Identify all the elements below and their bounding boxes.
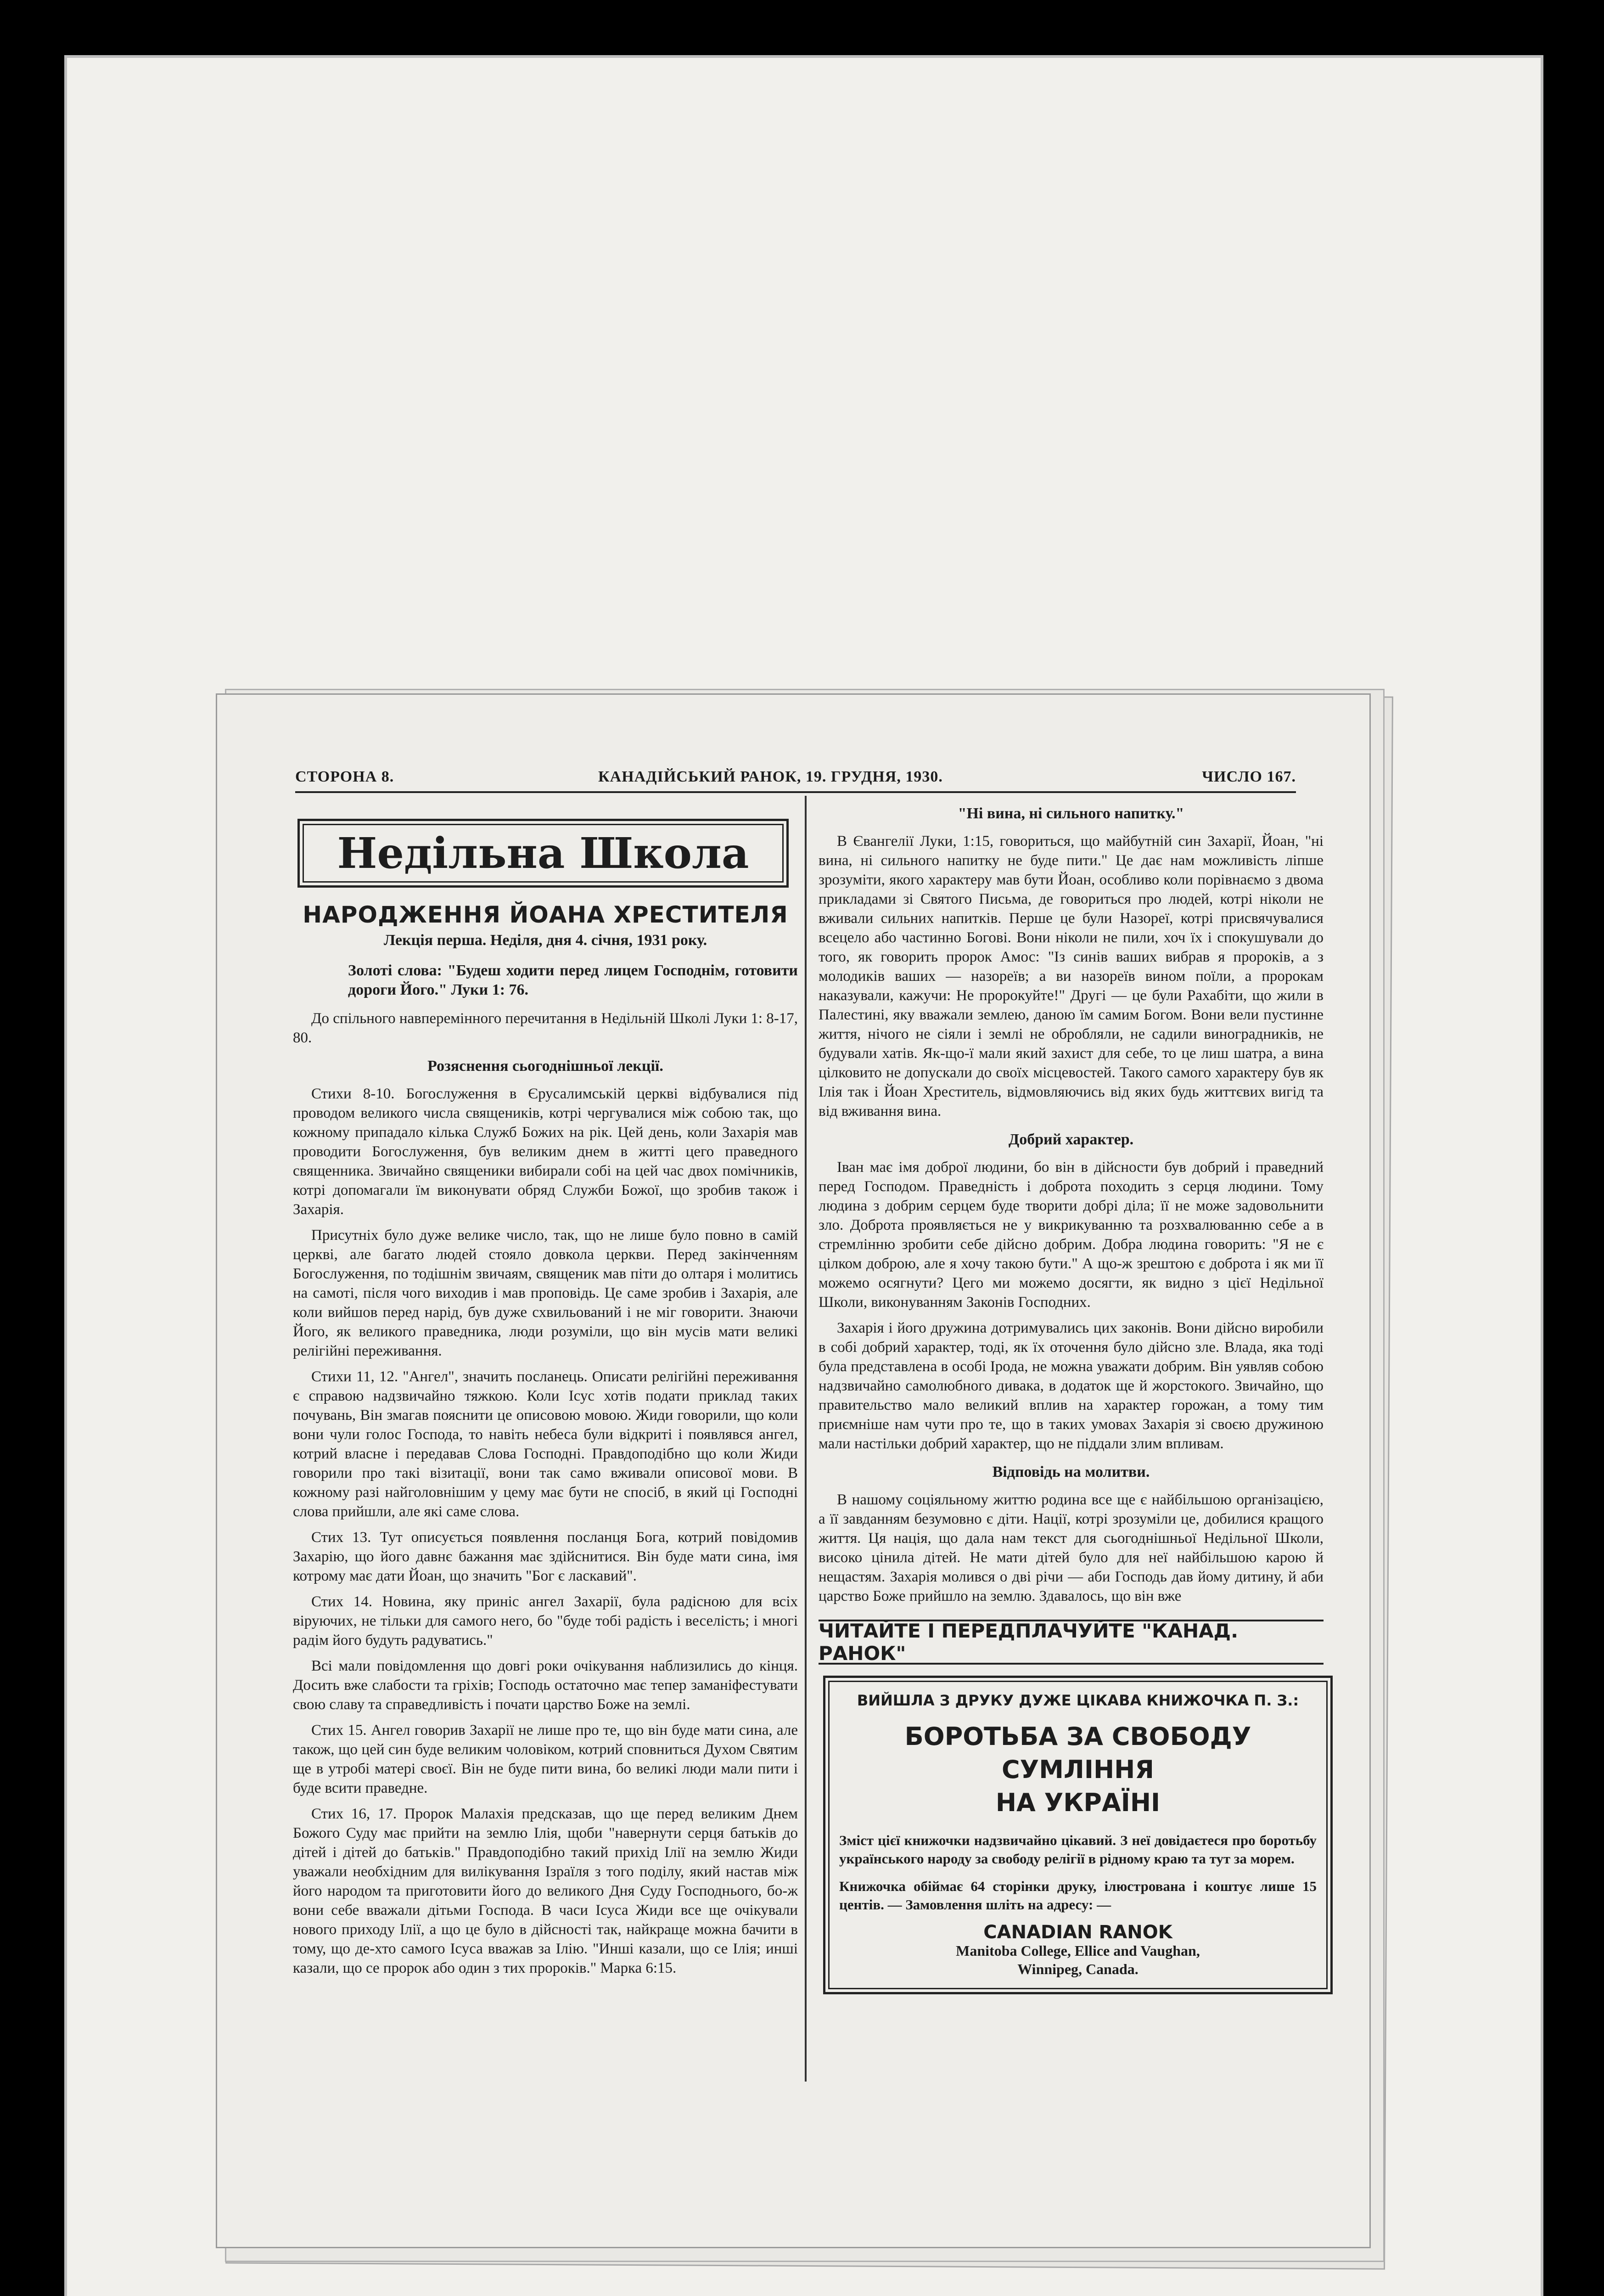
paragraph: Стих 13. Тут описується появлення посланця Бога, котрий повідомив Захарію, що його давнє бажання має здійснитися. Він буде мати сина, імя котрому має дати Йоан, що значить "Бог є ласкавий". xyxy=(293,1529,798,1584)
reading-note: До спільного навперемінного перечитання в Недільній Школі Луки 1: 8-17, 80. xyxy=(293,1010,798,1046)
left-column xyxy=(293,805,798,1984)
subscribe-slogan: ЧИТАЙТЕ І ПЕРЕДПЛАЧУЙТЕ "КАНАД. РАНОК" xyxy=(819,1620,1324,1665)
paragraph: Стих 16, 17. Пророк Малахія предсказав, що ще перед великим Днем Божого Суду має прийти на землю Ілія, щоби "навернути серця батьків до дітей і дітей до батьків." Правдоподібно такий прихід Ілії на землю Жиди уважали необхідним для вилікування Ізраїля з того подiлу, який настав між його народом та приготовити його до великого Дня Суду Господнього, бо-ж вони себе вважали дітьми Господа. В часи Ісуса Жиди все ще очікували нового приходу Ілії, а що це було в дійсності так, найкраще можна бачити в тому, що де-хто самого Ісуса вважав за Ілію. "Инші казали, що се Ілія; инші казали, що се пророк або один з тих пророків." Марка 6:15. xyxy=(293,1806,798,1976)
paragraph: Стих 14. Новина, яку приніс ангел Захарії, була радісною для всіх віруючих, не тільки для самого него, бо "буде тобі радість і веселість; і многі радім його будуть радуватись." xyxy=(293,1593,798,1649)
paragraph: Стихи 8-10. Богослуження в Єрусалимській церкві відбувалися під проводом великого числа священиків, котрі чергувалися між собою так, що кожному припадало кілька Служб Божих на рік. Цей день, коли Захарія мав проводити Богослуження, був великим днем в житті цего праведного священника. Звичайно священики вибирали собі на цей час двох помічників, котрі допомагали їм виконувати обряд Служби Божої, що зробив також і Захарія. xyxy=(293,1086,798,1218)
paragraph: В нашому соціяльному життю родина все ще є найбільшою організацією, а її завданням безумовно є діти. Нації, котрі зрозуміли це, добилися кращого життя. Ця нація, що дала нам текст для сьогоднішньої Недільної Школи, високо цінила дітей. Не мати дітей було для неї найбільшою карою й нещастям. Захарія молився о дві річи — аби Господь дав йому дитину, й аби царство Боже прийшло на землю. Здавалось, що він вже xyxy=(819,1491,1324,1604)
book-advertisement xyxy=(823,1676,1333,1994)
right-column xyxy=(819,805,1324,1994)
paragraph: Захарія і його дружина дотримувались цих законів. Вони дійсно виробили в собі добрий характер, тоді, як їх оточення було дійсно зле. Влада, яка тоді була представлена в особі Ірода, не можна уважати добрим. Він уявляв собою надзвичайно самолюбного дивака, в додаток ще й жорстокого. Звичайно, що правительство мало великий вплив на характер горожан, а тому тим приємніше нам чути про те, що в таких умовах Захарія зі своєю дружиною мали настільки добрий характер, що не піддали злим впливам. xyxy=(819,1320,1324,1452)
article-heading: Добрий характер. xyxy=(1008,1131,1134,1148)
article-heading: Відповідь на молитви. xyxy=(992,1463,1150,1480)
paragraph: Стихи 11, 12. "Ангел", значить посланець. Описати релігійні переживання є справою надзвичайно тяжкою. Коли Ісус хотів подати приклад таких почувань, Він змагав пояснити це описовою мовою. Жиди говорили, що коли вони чули голос Господа, то навіть небеса були відкриті і появлявся ангел, котрий власне і передавав Слова Господні. Правдоподібно що коли Жиди говорили про такі візитації, вони так само вживали описової мови. В кожному разі найголовнішим у цему має бути не спосіб, в який ці Господні слова прийшли, але які саме слова. xyxy=(293,1368,798,1520)
ad-organization: CANADIAN RANOK xyxy=(983,1922,1172,1943)
paragraph: Стих 15. Ангел говорив Захарії не лише про те, що він буде мати сина, але також, що цей син буде великим чоловіком, котрий сповниться Духом Святим ще в утробі матері своєї. Він не буде пити вина, бо великі люди мали пити і буде всити праведне. xyxy=(293,1722,798,1796)
paragraph: В Євангелії Луки, 1:15, говориться, що майбутній син Захарії, Йоан, "ні вина, ні сильного напитку не буде пити." Це дає нам можливість ліпше зрозуміти, якого характеру мав бути Йоан, особливо коли порівнаємо з двома прикладами зі Святого Письма, де говориться про людей, котрі ніколи не вживали сильних напитків. Перше це були Назореї, котрі присвячувалися всецело або частинно Богові. Вони ніколи не пили, хоч їх і спокушували до того, як говорить пророк Амос: "Із синів ваших вибрав я пророків, а з молодиків ваших — назореїв; а ви назореїв вином поїли, а пророкам наказували, кажучи: Не пророкуйте!" Другі — це були Рахабіти, що жили в Палестині, яку вважали землею, даною їм самим Богом. Вони вели пустинне життя, нічого не сіяли і землі не обробляли, не садили виноградників, не будували хатів. Як-що-ї мали який захист для себе, то це лиш шатра, а вина цілковито не допускали до своїх місцевостей. Такого самого характеру був як Ілія так і Йоан Хреститель, відмовляючись від яких будь життєвих вигід та від вживання вина. xyxy=(819,833,1324,1120)
newspaper-page xyxy=(216,693,1371,2248)
golden-words: Золоті слова: "Будеш ходити перед лицем Господнім, готовити дороги Його." Луки 1: 76. xyxy=(348,962,798,998)
issue-number: ЧИСЛО 167. xyxy=(1202,768,1296,785)
ad-heading: ВИЙШЛА З ДРУКУ ДУЖЕ ЦІКАВА КНИЖОЧКА П. З.: xyxy=(857,1692,1299,1709)
lesson-subtitle: Лекція перша. Неділя, дня 4. січня, 1931 року. xyxy=(383,932,707,949)
article-heading: "Ні вина, ні сильного напитку." xyxy=(958,805,1184,822)
page-number: СТОРОНА 8. xyxy=(295,768,394,785)
masthead-date: КАНАДІЙСЬКИЙ РАНОК, 19. ГРУДНЯ, 1930. xyxy=(598,768,943,785)
ad-price-note: Книжочка обіймає 64 сторінки друку, ілюстрована і коштує лише 15 центів. — Замовлення шліть на адресу: — xyxy=(839,1878,1317,1913)
column-divider xyxy=(805,796,807,2082)
paragraph: Іван має імя доброї людини, бо він в дійсности був добрий і праведний перед Господом. Праведність і доброта походить з серця людини. Тому людина з добрим серцем буде творити добрі діла; її не може задовольнити зло. Доброта проявляється не у викрикуванню та розхвалюванню себе а в стремлінню зробити себе дійсно добрим. Добра людина говорить: "Я не є цілком доброю, але я хочу такою бути." А що-ж зрештою є доброта і як ми її можемо осягнути? Цего ми можемо досягти, як видно з цієї Недільної Школи, виконуванням Законів Господних. xyxy=(819,1159,1324,1311)
explanation-heading: Розяснення сьогоднішньої лекції. xyxy=(427,1058,663,1075)
ad-address-line: Winnipeg, Canada. xyxy=(1017,1961,1139,1977)
ad-book-title xyxy=(835,1720,1321,1819)
ad-address xyxy=(835,1923,1321,1978)
ad-description: Зміст цієї книжочки надзвичайно цікавий. З неї довідаєтеся про боротьбу українського народу за свободу релігії в рідному краю та тут за морем. xyxy=(839,1832,1317,1867)
paragraph: Присутніх було дуже велике число, так, що не лише було повно в самій церкві, але багато людей стояло довкола церкви. Перед закінченням Богослуження, по тодішнім звичаям, священик мав піти до олтаря і молитись на самоті, після чого виходив і мав проповідь. Це саме зробив і Захарія, але коли вийшов перед нарід, був дуже схвильований і не міг говорити. Знаючи Його, як великого праведника, люди розуміли, що він мусів мати великі релігійні переживання. xyxy=(293,1227,798,1359)
ad-address-line: Manitoba College, Ellice and Vaughan, xyxy=(956,1942,1200,1959)
ad-title-line: БОРОТЬБА ЗА СВОБОДУ СУМЛІННЯ xyxy=(904,1722,1251,1784)
ad-title-line: НА УКРАЇНІ xyxy=(995,1788,1161,1817)
paragraph: Всі мали повідомлення що довгі роки очікування наблизились до кінця. Досить вже слабости та гріхів; Господь остаточно має тепер заманіфестувати свою славу та справедливість і почати царство Боже на землі. xyxy=(293,1658,798,1713)
section-banner: Недільна Школа xyxy=(297,819,789,888)
lesson-title: НАРОДЖЕННЯ ЙОАНА ХРЕСТИТЕЛЯ xyxy=(303,901,788,928)
header-rule xyxy=(295,791,1296,793)
